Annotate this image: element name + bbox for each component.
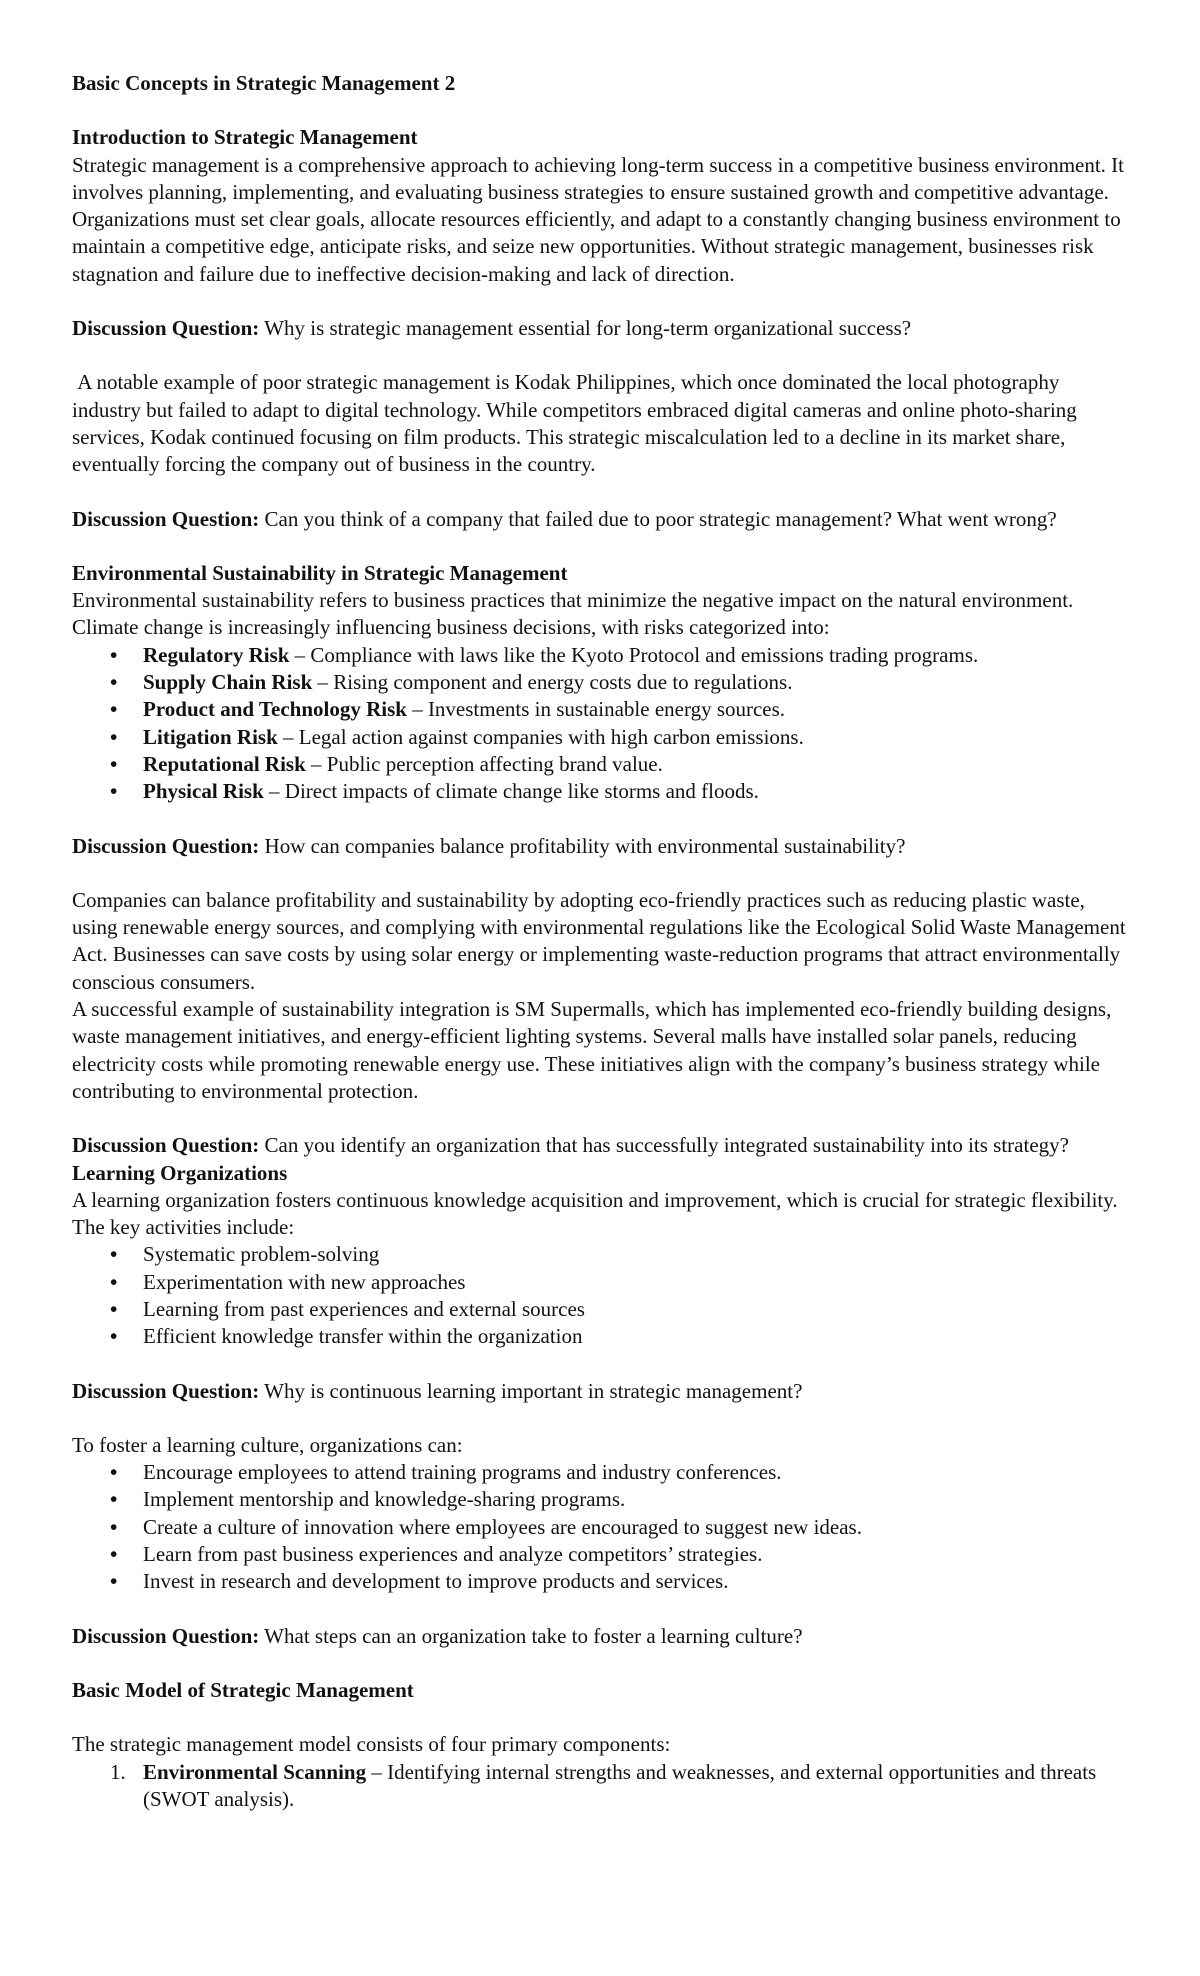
kodak-example-paragraph: A notable example of poor strategic management is Kodak Philippines, which once dominated the local photography industry but failed to adapt to digital technology. While competitors embraced digital cameras and online photo-sharing services, Kodak continued focusing on film products. This strategic miscalculation led to a decline in its market share, eventually forcing the company out of business in the country. (72, 370, 1083, 477)
question-text: Can you think of a company that failed due to poor strategic management? What went wrong? (264, 506, 1057, 531)
risk-description: – Investments in sustainable energy sources. (406, 697, 786, 722)
document-title: Basic Concepts in Strategic Management 2 (72, 71, 456, 95)
learning-paragraph: A learning organization fosters continuous knowledge acquisition and improvement, which is crucial for strategic flexibility. The key activities include: (72, 1187, 1118, 1240)
risk-term: Supply Chain Risk (143, 670, 313, 695)
list-item: • Efficient knowledge transfer within the organization (72, 1323, 1132, 1350)
question-text: How can companies balance profitability with environmental sustainability? (264, 833, 906, 858)
component-description: – Identifying internal strengths and weaknesses, and external opportunities and threats (SWOT analysis). (143, 1759, 1097, 1811)
list-item: • Experimentation with new approaches (72, 1269, 1132, 1296)
culture-list (72, 1459, 1132, 1595)
list-item: • Implement mentorship and knowledge-sharing programs. (72, 1486, 1132, 1513)
balance-paragraph: Companies can balance profitability and sustainability by adopting eco-friendly practices such as reducing plastic waste, using renewable energy sources, and complying with environmental regulations like the Ecological Solid Waste Management Act. Businesses can save costs by using solar energy or implementing waste-reduction programs that attract environmentally conscious consumers. (72, 887, 1126, 994)
risk-term: Regulatory Risk (143, 642, 290, 667)
risk-description: – Legal action against companies with high carbon emissions. (277, 724, 804, 749)
component-list (72, 1759, 1132, 1814)
question-label: Discussion Question: (72, 833, 260, 858)
risk-list (72, 642, 1132, 806)
question-label: Discussion Question: (72, 1623, 260, 1648)
document-page (72, 70, 1132, 1813)
risk-term: Product and Technology Risk (143, 697, 407, 722)
risk-term: Reputational Risk (143, 751, 306, 776)
question-text: Can you identify an organization that has successfully integrated sustainability into its strategy? (264, 1133, 1069, 1158)
list-item: • Create a culture of innovation where employees are encouraged to suggest new ideas. (72, 1514, 1132, 1541)
question-label: Discussion Question: (72, 1378, 260, 1403)
question-text: Why is continuous learning important in strategic management? (264, 1378, 803, 1403)
list-number: 1. (110, 1759, 126, 1784)
list-item: • Encourage employees to attend training programs and industry conferences. (72, 1459, 1132, 1486)
discussion-question-6 (72, 1623, 1132, 1650)
list-item (72, 696, 1132, 723)
list-item: • Invest in research and development to improve products and services. (72, 1568, 1132, 1595)
model-heading: Basic Model of Strategic Management (72, 1677, 414, 1702)
discussion-question-2 (72, 506, 1132, 533)
risk-description: – Direct impacts of climate change like storms and floods. (263, 779, 759, 804)
list-item (72, 751, 1132, 778)
list-item (72, 642, 1132, 669)
discussion-question-3 (72, 833, 1132, 860)
risk-description: – Compliance with laws like the Kyoto Protocol and emissions trading programs. (289, 642, 979, 667)
intro-heading: Introduction to Strategic Management (72, 125, 418, 150)
question-text: What steps can an organization take to foster a learning culture? (264, 1623, 803, 1648)
intro-paragraph: Strategic management is a comprehensive approach to achieving long-term success in a competitive business environment. It involves planning, implementing, and evaluating business strategies to ensure sustained growth and competitive advantage. Organizations must set clear goals, allocate resources efficiently, and adapt to a constantly changing business environment to maintain a competitive edge, anticipate risks, and seize new opportunities. Without strategic management, businesses risk stagnation and failure due to ineffective decision-making and lack of direction. (72, 152, 1125, 286)
risk-description: – Rising component and energy costs due to regulations. (312, 670, 793, 695)
list-item (72, 724, 1132, 751)
question-label: Discussion Question: (72, 506, 260, 531)
risk-description: – Public perception affecting brand value. (305, 751, 663, 776)
question-label: Discussion Question: (72, 1133, 260, 1158)
sustainability-heading: Environmental Sustainability in Strategic Management (72, 560, 568, 585)
culture-intro: To foster a learning culture, organizations can: (72, 1432, 463, 1457)
question-label: Discussion Question: (72, 316, 260, 341)
list-item (72, 1759, 1132, 1814)
discussion-question-4 (72, 1132, 1132, 1159)
sm-supermalls-paragraph: A successful example of sustainability integration is SM Supermalls, which has implemented eco-friendly building designs, waste management initiatives, and energy-efficient lighting systems. Several malls have installed solar panels, reducing electricity costs while promoting renewable energy use. These initiatives align with the company’s business strategy while contributing to environmental protection. (72, 997, 1112, 1103)
model-intro: The strategic management model consists of four primary components: (72, 1732, 671, 1757)
discussion-question-5 (72, 1378, 1132, 1405)
list-item: • Systematic problem-solving (72, 1241, 1132, 1268)
list-item: • Learning from past experiences and external sources (72, 1296, 1132, 1323)
component-term: Environmental Scanning (143, 1759, 367, 1784)
question-text: Why is strategic management essential for long-term organizational success? (264, 316, 912, 341)
list-item (72, 669, 1132, 696)
list-item (72, 778, 1132, 805)
risk-term: Physical Risk (143, 779, 264, 804)
sustainability-paragraph: Environmental sustainability refers to business practices that minimize the negative impact on the natural environment. Climate change is increasingly influencing business decisions, with risks categorized into: (72, 588, 1074, 640)
list-item: • Learn from past business experiences and analyze competitors’ strategies. (72, 1541, 1132, 1568)
learning-heading: Learning Organizations (72, 1160, 288, 1185)
risk-term: Litigation Risk (143, 724, 278, 749)
activity-list (72, 1241, 1132, 1350)
discussion-question-1 (72, 315, 1132, 342)
